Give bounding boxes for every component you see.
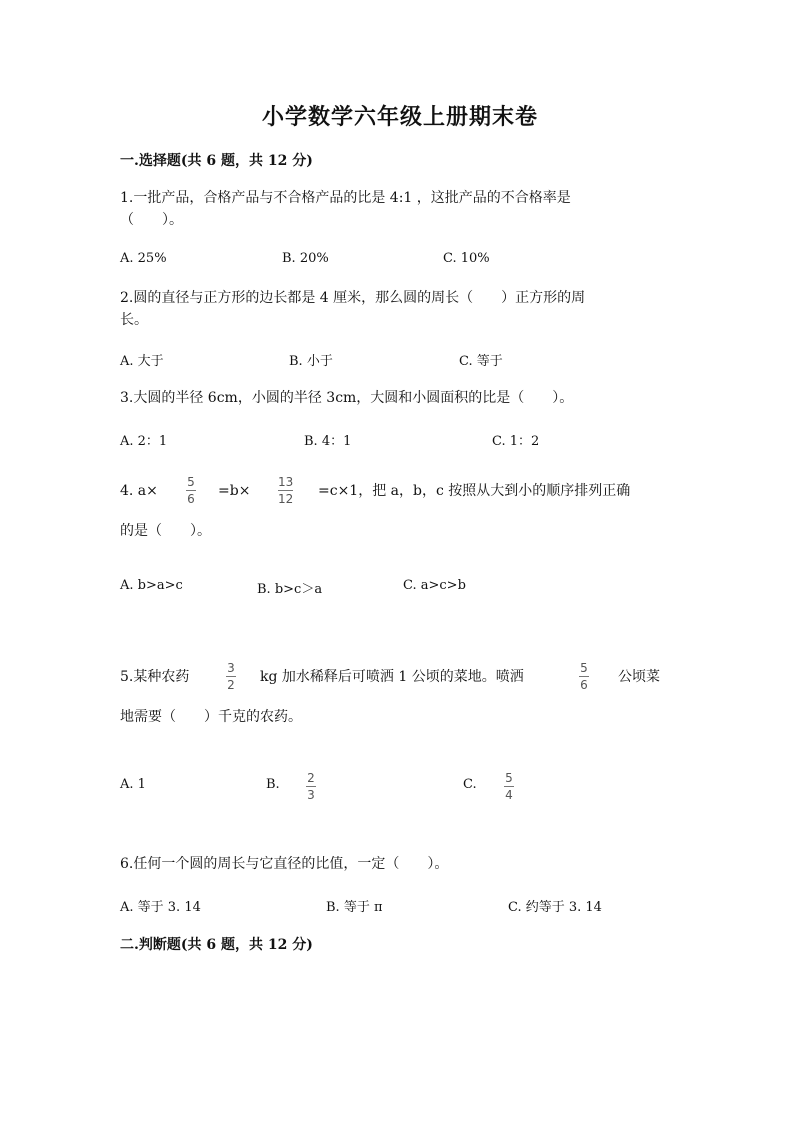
question-1-line-1: 1.一批产品，合格产品与不合格产品的比是 4:1 ，这批产品的不合格率是 bbox=[120, 190, 571, 206]
question-2-line-1: 2.圆的直径与正方形的边长都是 4 厘米，那么圆的周长（ ）正方形的周 bbox=[120, 290, 586, 306]
question-5-line-2: 地需要（ ）千克的农药。 bbox=[120, 709, 302, 725]
question-3-option-b: B. 4：1 bbox=[304, 434, 352, 449]
question-5-text-middle: kg 加水稀释后可喷洒 1 公顷的菜地。喷洒 bbox=[260, 669, 524, 685]
fraction-numerator: 13 bbox=[278, 475, 294, 489]
question-5-option-a: A. 1 bbox=[120, 777, 146, 792]
fraction-denominator: 6 bbox=[580, 678, 588, 692]
fraction-numerator: 5 bbox=[187, 475, 195, 489]
question-5-fraction-3-2 bbox=[226, 661, 236, 692]
question-3-option-c: C. 1：2 bbox=[492, 434, 540, 449]
question-4-line-2: 的是（ ）。 bbox=[120, 523, 211, 539]
fraction-numerator: 5 bbox=[580, 661, 588, 675]
question-6-line-1: 6.任何一个圆的周长与它直径的比值，一定（ ）。 bbox=[120, 856, 449, 872]
question-2-option-c: C. 等于 bbox=[459, 354, 503, 369]
fraction-bar bbox=[504, 786, 514, 787]
question-4-fraction-5-6 bbox=[186, 475, 196, 506]
question-6-option-a: A. 等于 3. 14 bbox=[120, 900, 201, 915]
fraction-numerator: 3 bbox=[227, 661, 235, 675]
fraction-bar bbox=[579, 676, 589, 677]
fraction-bar bbox=[278, 490, 293, 491]
question-1-line-2: （ ）。 bbox=[120, 212, 183, 228]
question-5-option-c-fraction bbox=[504, 771, 514, 802]
fraction-denominator: 2 bbox=[227, 678, 235, 692]
question-3-option-a: A. 2：1 bbox=[120, 434, 168, 449]
question-4-option-c: C. a>c>b bbox=[403, 578, 466, 593]
page-title: 小学数学六年级上册期末卷 bbox=[261, 104, 538, 130]
fraction-bar bbox=[186, 490, 196, 491]
fraction-bar bbox=[306, 786, 316, 787]
question-1-option-c: C. 10% bbox=[443, 251, 490, 266]
question-6-option-c: C. 约等于 3. 14 bbox=[508, 900, 602, 915]
question-1-option-b: B. 20% bbox=[282, 251, 329, 266]
fraction-denominator: 12 bbox=[278, 492, 294, 506]
question-5-text-end: 公顷菜 bbox=[618, 669, 660, 685]
question-4-text-start: 4. a× bbox=[120, 483, 158, 499]
fraction-denominator: 4 bbox=[505, 788, 513, 802]
question-3-line-1: 3.大圆的半径 6cm，小圆的半径 3cm，大圆和小圆面积的比是（ ）。 bbox=[120, 390, 574, 406]
fraction-numerator: 5 bbox=[505, 771, 513, 785]
section-heading-judgment: 二.判断题(共 6 题，共 12 分) bbox=[120, 937, 313, 953]
section-heading-choice: 一.选择题(共 6 题，共 12 分) bbox=[120, 153, 313, 169]
question-2-option-a: A. 大于 bbox=[120, 354, 164, 369]
fraction-denominator: 3 bbox=[307, 788, 315, 802]
question-5-option-c: C. bbox=[463, 777, 477, 792]
question-5-option-b: B. bbox=[266, 777, 280, 792]
question-6-option-b: B. 等于 π bbox=[326, 900, 383, 915]
question-2-option-b: B. 小于 bbox=[289, 354, 333, 369]
question-4-option-a: A. b>a>c bbox=[120, 578, 183, 593]
question-4-text-middle: =b× bbox=[218, 483, 251, 499]
question-4-fraction-13-12 bbox=[278, 475, 293, 506]
question-2-line-2: 长。 bbox=[120, 312, 148, 328]
question-1-option-a: A. 25% bbox=[120, 251, 167, 266]
question-4-option-b: B. b>c＞a bbox=[257, 582, 323, 597]
question-4-text-end: =c×1，把 a，b，c 按照从大到小的顺序排列正确 bbox=[318, 483, 631, 499]
question-5-fraction-5-6 bbox=[579, 661, 589, 692]
fraction-numerator: 2 bbox=[307, 771, 315, 785]
fraction-bar bbox=[226, 676, 236, 677]
fraction-denominator: 6 bbox=[187, 492, 195, 506]
question-5-text-start: 5.某种农药 bbox=[120, 669, 190, 685]
question-5-option-b-fraction bbox=[306, 771, 316, 802]
